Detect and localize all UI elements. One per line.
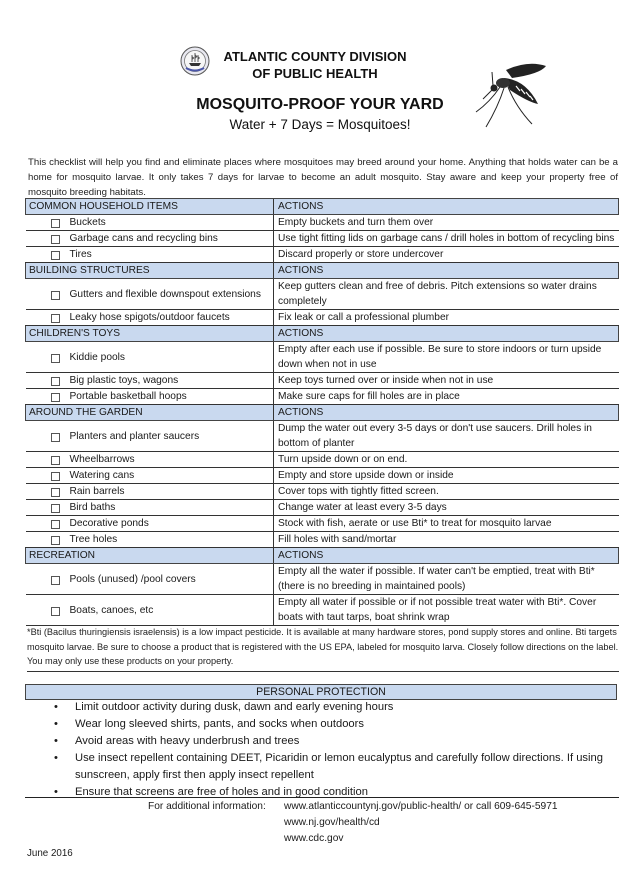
checklist-row <box>26 532 619 548</box>
checkbox-icon[interactable] <box>51 393 60 402</box>
checklist-action: Make sure caps for fill holes are in place <box>274 389 619 405</box>
checklist-item-label: Kiddie pools <box>69 351 126 363</box>
checklist-item <box>29 215 274 230</box>
actions-column-header: ACTIONS <box>274 199 619 215</box>
checklist-item-label: Leaky hose spigots/outdoor faucets <box>69 312 230 323</box>
checklist-item-cell <box>26 215 274 231</box>
checklist-item <box>29 429 274 444</box>
bullet-icon: • <box>54 701 58 713</box>
personal-protection-list <box>25 699 619 801</box>
category-header-row <box>26 405 619 421</box>
checkbox-icon[interactable] <box>51 472 60 481</box>
checklist-action: Empty and store upside down or inside <box>274 468 619 484</box>
checklist-item <box>29 532 274 547</box>
checklist-row <box>26 452 619 468</box>
checklist-item-cell <box>26 342 274 373</box>
checklist-item <box>29 247 274 262</box>
publication-date: June 2016 <box>27 848 73 859</box>
checklist-item-label: Watering cans <box>69 470 135 481</box>
checkbox-icon[interactable] <box>51 536 60 545</box>
checklist-action: Keep toys turned over or inside when not in use <box>274 373 619 389</box>
info-link-cdc[interactable]: www.cdc.gov <box>284 833 344 844</box>
checklist-row <box>26 595 619 626</box>
protection-tip <box>25 699 619 716</box>
checklist-table <box>25 198 619 626</box>
actions-column-header: ACTIONS <box>274 548 619 564</box>
checklist-action: Turn upside down or on end. <box>274 452 619 468</box>
checklist-row <box>26 279 619 310</box>
category-name: CHILDREN'S TOYS <box>26 326 274 342</box>
checklist-item <box>29 310 274 325</box>
mosquito-icon <box>468 52 558 132</box>
checklist-item-label: Tires <box>69 249 92 260</box>
checklist-row <box>26 342 619 373</box>
bullet-icon: • <box>54 735 58 747</box>
actions-column-header: ACTIONS <box>274 405 619 421</box>
checklist-row <box>26 500 619 516</box>
intro-paragraph: This checklist will help you find and eliminate places where mosquitoes may breed around your home. Anything that holds water can be a home for mosquito larvae. It only takes 7 days for larvae to become an adult mosquito. Stay aware and keep your property free of mosquito breeding habitats. <box>28 156 618 198</box>
checkbox-icon[interactable] <box>51 251 60 260</box>
checklist-item-cell <box>26 389 274 405</box>
checklist-item-cell <box>26 310 274 326</box>
checklist-item-cell <box>26 247 274 263</box>
bullet-icon: • <box>54 718 58 730</box>
personal-protection-header: PERSONAL PROTECTION <box>25 684 617 700</box>
organization-name <box>200 48 430 82</box>
actions-column-header: ACTIONS <box>274 263 619 279</box>
checklist-action: Empty all water if possible or if not possible treat water with Bti*. Cover boats with taut tarps, boat shrink wrap <box>274 595 619 626</box>
checklist-item-label: Planters and planter saucers <box>69 430 200 442</box>
checklist-item <box>29 500 274 515</box>
organization-line-2: OF PUBLIC HEALTH <box>252 66 378 81</box>
checkbox-icon[interactable] <box>51 576 60 585</box>
checklist-item-label: Rain barrels <box>69 486 125 497</box>
checklist-item-cell <box>26 373 274 389</box>
checklist-action: Stock with fish, aerate or use Bti* to treat for mosquito larvae <box>274 516 619 532</box>
checklist-item-label: Gutters and flexible downspout extensions <box>69 288 261 300</box>
checklist-item-cell <box>26 421 274 452</box>
checklist-item-cell <box>26 484 274 500</box>
checklist-item-label: Decorative ponds <box>69 518 149 529</box>
checkbox-icon[interactable] <box>51 314 60 323</box>
checklist-item-cell <box>26 532 274 548</box>
checkbox-icon[interactable] <box>51 354 60 363</box>
checklist-item <box>29 484 274 499</box>
checklist-item-label: Big plastic toys, wagons <box>69 375 179 386</box>
checklist-row <box>26 564 619 595</box>
checklist-item-label: Boats, canoes, etc <box>69 604 154 616</box>
organization-line-1: ATLANTIC COUNTY DIVISION <box>223 49 407 64</box>
checklist-item <box>29 373 274 388</box>
bullet-icon: • <box>54 752 58 764</box>
category-name: RECREATION <box>26 548 274 564</box>
checklist-item-cell <box>26 564 274 595</box>
checklist-item-cell <box>26 516 274 532</box>
checklist-item-label: Bird baths <box>69 502 116 513</box>
checkbox-icon[interactable] <box>51 433 60 442</box>
actions-column-header: ACTIONS <box>274 326 619 342</box>
checklist-row <box>26 389 619 405</box>
checklist-row <box>26 231 619 247</box>
checklist-row <box>26 421 619 452</box>
checkbox-icon[interactable] <box>51 488 60 497</box>
info-link-county[interactable]: www.atlanticcountynj.gov/public-health/ or call 609-645-5971 <box>284 801 558 812</box>
checklist-item-label: Pools (unused) /pool covers <box>69 573 196 585</box>
bti-footnote: *Bti (Bacilus thuringiensis israelensis) is a low impact pesticide. It is available at many hardware stores, pond supply stores and online. Bti targets mosquito larvae. Be sure to choose a product that is registered with the US EPA, labeled for mosquito larva. Closely follow directions on the label. You may only use these products on your property. <box>27 625 619 672</box>
checklist-item-label: Wheelbarrows <box>69 454 135 465</box>
checkbox-icon[interactable] <box>51 377 60 386</box>
protection-tip-text: Limit outdoor activity during dusk, dawn and early evening hours <box>75 701 394 713</box>
checkbox-icon[interactable] <box>51 235 60 244</box>
checklist-action: Empty buckets and turn them over <box>274 215 619 231</box>
checklist-row <box>26 373 619 389</box>
protection-tip <box>25 733 619 750</box>
checklist-row <box>26 484 619 500</box>
checklist-item-cell <box>26 595 274 626</box>
checklist-item-cell <box>26 452 274 468</box>
checklist-item-label: Garbage cans and recycling bins <box>69 233 218 244</box>
category-name: AROUND THE GARDEN <box>26 405 274 421</box>
checklist-row <box>26 247 619 263</box>
checklist-item <box>29 231 274 246</box>
checkbox-icon[interactable] <box>51 219 60 228</box>
checklist-action: Change water at least every 3-5 days <box>274 500 619 516</box>
info-link-nj-health[interactable]: www.nj.gov/health/cd <box>284 817 380 828</box>
checklist-action: Discard properly or store undercover <box>274 247 619 263</box>
checklist-item-cell <box>26 500 274 516</box>
additional-info-links <box>284 799 558 847</box>
checklist-action: Empty after each use if possible. Be sure to store indoors or turn upside down when not in use <box>274 342 619 373</box>
checklist-item-label: Buckets <box>69 217 106 228</box>
checkbox-icon[interactable] <box>51 456 60 465</box>
document-header <box>0 0 640 140</box>
bullet-icon: • <box>54 786 58 798</box>
checklist-row <box>26 215 619 231</box>
category-name: BUILDING STRUCTURES <box>26 263 274 279</box>
checklist-action: Cover tops with tightly fitted screen. <box>274 484 619 500</box>
checklist-item <box>29 350 274 365</box>
page-subtitle: Water + 7 Days = Mosquitoes! <box>229 117 411 132</box>
checklist-action: Use tight fitting lids on garbage cans / drill holes in bottom of recycling bins <box>274 231 619 247</box>
checklist-item <box>29 389 274 404</box>
protection-tip-text: Wear long sleeved shirts, pants, and socks when outdoors <box>75 718 364 730</box>
page-title: MOSQUITO-PROOF YOUR YARD <box>196 96 444 113</box>
section-divider <box>25 797 619 798</box>
category-header-row <box>26 263 619 279</box>
checkbox-icon[interactable] <box>51 291 60 300</box>
category-name: COMMON HOUSEHOLD ITEMS <box>26 199 274 215</box>
checkbox-icon[interactable] <box>51 607 60 616</box>
checkbox-icon[interactable] <box>51 520 60 529</box>
checklist-item-label: Tree holes <box>69 534 118 545</box>
checkbox-icon[interactable] <box>51 504 60 513</box>
checklist-item <box>29 516 274 531</box>
checklist-item-cell <box>26 231 274 247</box>
checklist-item <box>29 287 274 302</box>
checklist-action: Dump the water out every 3-5 days or don't use saucers. Drill holes in bottom of planter <box>274 421 619 452</box>
checklist-action: Keep gutters clean and free of debris. Pitch extensions so water drains completely <box>274 279 619 310</box>
checklist-row <box>26 310 619 326</box>
checklist-item-cell <box>26 279 274 310</box>
additional-info-label: For additional information: <box>148 801 266 812</box>
protection-tip-text: Use insect repellent containing DEET, Picaridin or lemon eucalyptus and carefully follow directions. If using sunscreen, apply first then apply insect repellent <box>75 752 603 781</box>
checklist-action: Fill holes with sand/mortar <box>274 532 619 548</box>
protection-tip <box>25 716 619 733</box>
category-header-row <box>26 548 619 564</box>
checklist-item <box>29 603 274 618</box>
category-header-row <box>26 199 619 215</box>
checklist-item <box>29 452 274 467</box>
checklist-item-label: Portable basketball hoops <box>69 391 187 402</box>
category-header-row <box>26 326 619 342</box>
checklist-item <box>29 468 274 483</box>
checklist-row <box>26 468 619 484</box>
checklist-row <box>26 516 619 532</box>
checklist-item-cell <box>26 468 274 484</box>
protection-tip-text: Ensure that screens are free of holes and in good condition <box>75 786 368 798</box>
protection-tip <box>25 750 619 784</box>
checklist-item <box>29 572 274 587</box>
checklist-action: Fix leak or call a professional plumber <box>274 310 619 326</box>
checklist-action: Empty all the water if possible. If water can't be emptied, treat with Bti* (there is no breeding in maintained pools) <box>274 564 619 595</box>
protection-tip-text: Avoid areas with heavy underbrush and trees <box>75 735 300 747</box>
